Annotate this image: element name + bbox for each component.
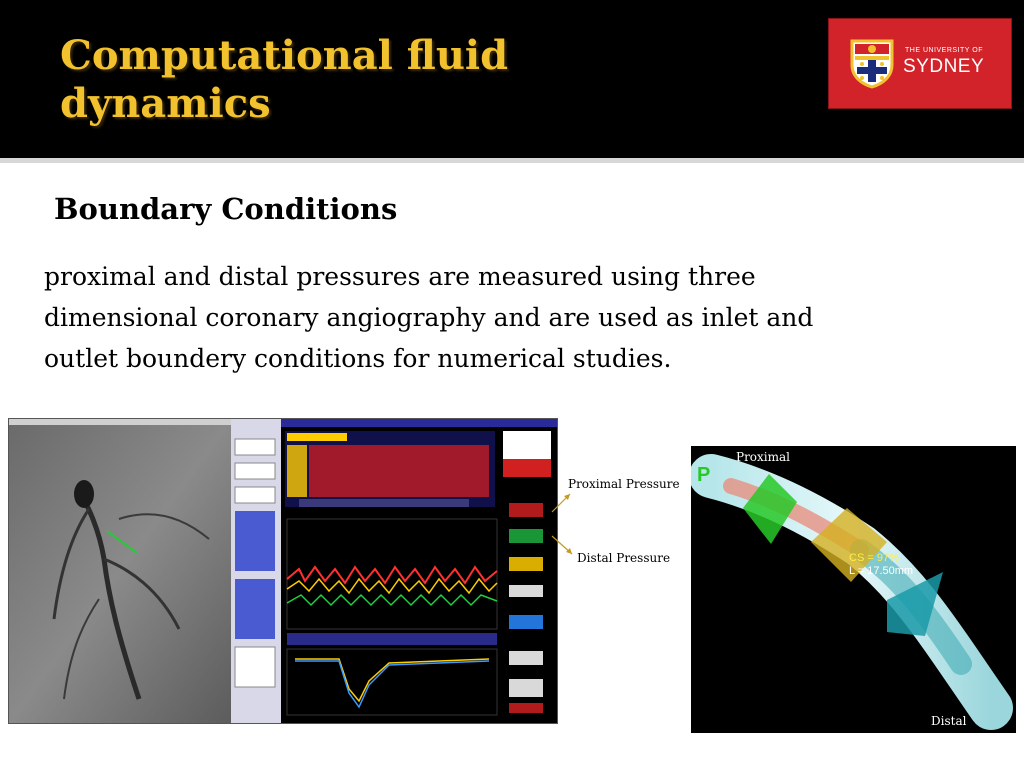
stenosis-readout: CS = 97% xyxy=(849,552,899,564)
university-logo xyxy=(828,18,1012,109)
shield-icon xyxy=(849,39,895,89)
logo-text-line2: SYDNEY xyxy=(903,56,985,77)
distal-pressure-label: Distal Pressure xyxy=(577,551,671,565)
pointer-arrows xyxy=(548,488,578,568)
vessel-proximal-label: Proximal xyxy=(736,450,791,464)
angiography-figure xyxy=(8,418,558,724)
proximal-marker: P xyxy=(697,464,711,486)
body-paragraph: proximal and distal pressures are measured using three dimensional coronary angiography and are used as inlet and outlet boundery conditions for numerical studies. xyxy=(44,262,814,373)
vessel-distal-label: Distal xyxy=(931,714,967,728)
logo-text-line1: THE UNIVERSITY OF xyxy=(905,47,983,54)
slide-title: Computational fluid dynamics xyxy=(60,32,509,127)
vessel-model-figure xyxy=(691,446,1016,733)
proximal-pressure-label: Proximal Pressure xyxy=(568,477,680,491)
header-divider xyxy=(0,158,1024,163)
section-heading: Boundary Conditions xyxy=(54,192,398,226)
length-readout: L = 17.50mm xyxy=(849,565,914,577)
